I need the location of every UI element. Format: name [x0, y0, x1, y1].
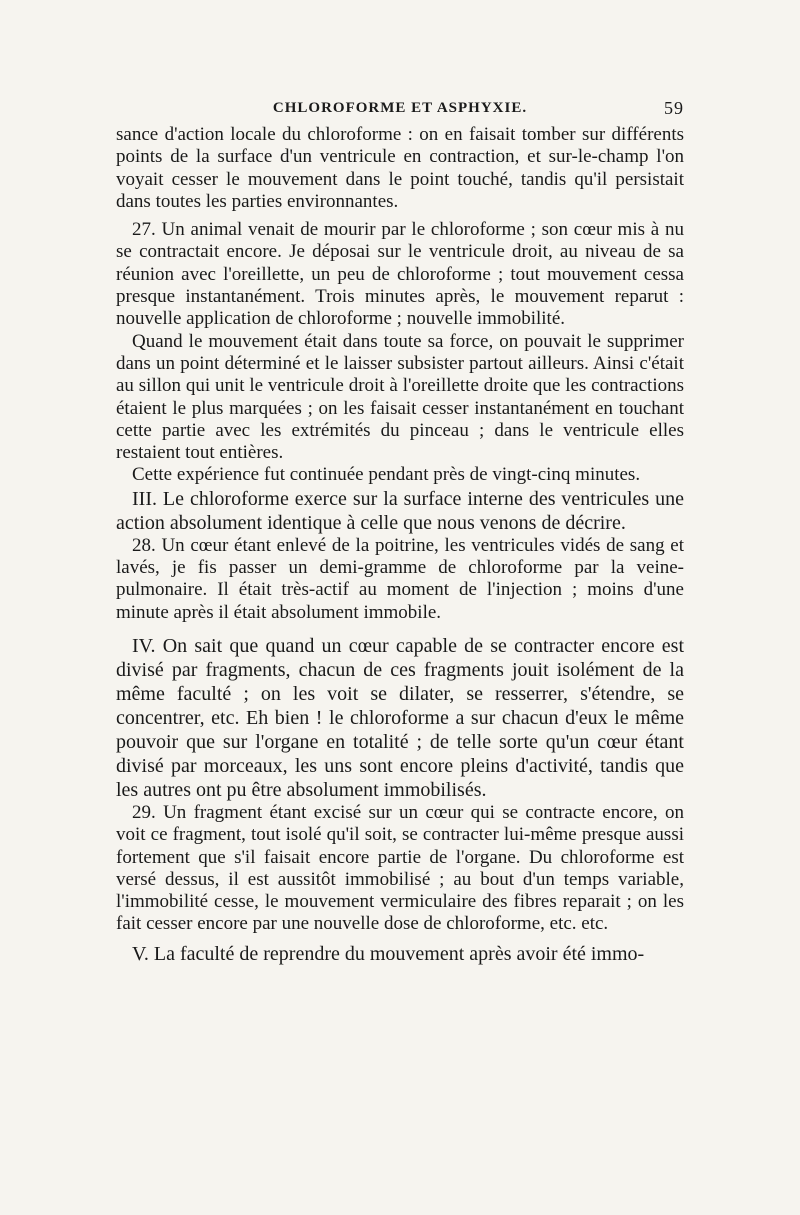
- paragraph-experiment-29: 29. Un fragment étant excisé sur un cœur qui se contracte encore, on voit ce fragment, tout isolé qu'il soit, se contracter lui-même presque aussi fortement que s'il faisait encore partie de l'organe. Du chloroforme est versé dessus, il est aussitôt immobilisé ; au bout d'un temps variable, l'immobilité cesse, le mouvement vermiculaire des fibres reparait ; on les fait cesser encore par une nouvelle dose de chloroforme, etc. etc.: [116, 801, 684, 935]
- paragraph-observation: Quand le mouvement était dans toute sa force, on pouvait le supprimer dans un point déterminé et le laisser subsister partout ailleurs. Ainsi c'était au sillon qui unit le ventricule droit à l'oreillette droite que les contractions étaient le plus marquées ; on les faisait cesser instantanément en touchant cette partie avec les extrémités du pinceau ; dans le ventricule elles restaient tout entières.: [116, 330, 684, 464]
- paragraph-continued: sance d'action locale du chloroforme : on en faisait tomber sur différents points de la surface d'un ventricule en contraction, et sur-le-champ l'on voyait cesser le mouvement dans le point touché, tandis qu'il persistait dans toutes les parties environnantes.: [116, 124, 684, 212]
- running-header: [116, 100, 684, 122]
- paragraph-duration: Cette expérience fut continuée pendant près de vingt-cinq minutes.: [132, 464, 641, 486]
- section-heading-iii: III. Le chloroforme exerce sur la surface interne des ventricules une action absolument identique à celle que nous venons de décrire.: [116, 487, 684, 534]
- section-heading-iv: IV. On sait que quand un cœur capable de se contracter encore est divisé par fragments, chacun de ces fragments jouit isolément de la même faculté ; on les voit se dilater, se resserrer, s'étendre, se concentrer, etc. Eh bien ! le chloroforme a sur chacun d'eux le même pouvoir que sur l'organe en totalité ; de telle sorte qu'un cœur étant divisé par morceaux, les uns sont encore pleins d'activité, tandis que les autres ont pu être absolument immobilisés.: [116, 634, 684, 801]
- paragraph-experiment-28: 28. Un cœur étant enlevé de la poitrine, les ventricules vidés de sang et lavés, je fis passer un demi-gramme de chloroforme par la veine-pulmonaire. Il était très-actif au moment de l'injection ; moins d'une minute après il était absolument immobile.: [116, 534, 684, 623]
- page-number: 59: [664, 98, 684, 118]
- body-text: [116, 124, 684, 966]
- section-heading-v: V. La faculté de reprendre du mouvement après avoir été immo-: [132, 942, 645, 965]
- text-column: [116, 100, 684, 966]
- running-title: CHLOROFORME ET ASPHYXIE.: [272, 100, 528, 116]
- paragraph-experiment-27: 27. Un animal venait de mourir par le chloroforme ; son cœur mis à nu se contractait encore. Je déposai sur le ventricule droit, au niveau de sa réunion avec l'oreillette, un peu de chloroforme ; tout mouvement cessa presque instantanément. Trois minutes après, le mouvement reparut : nouvelle application de chloroforme ; nouvelle immobilité.: [116, 219, 684, 330]
